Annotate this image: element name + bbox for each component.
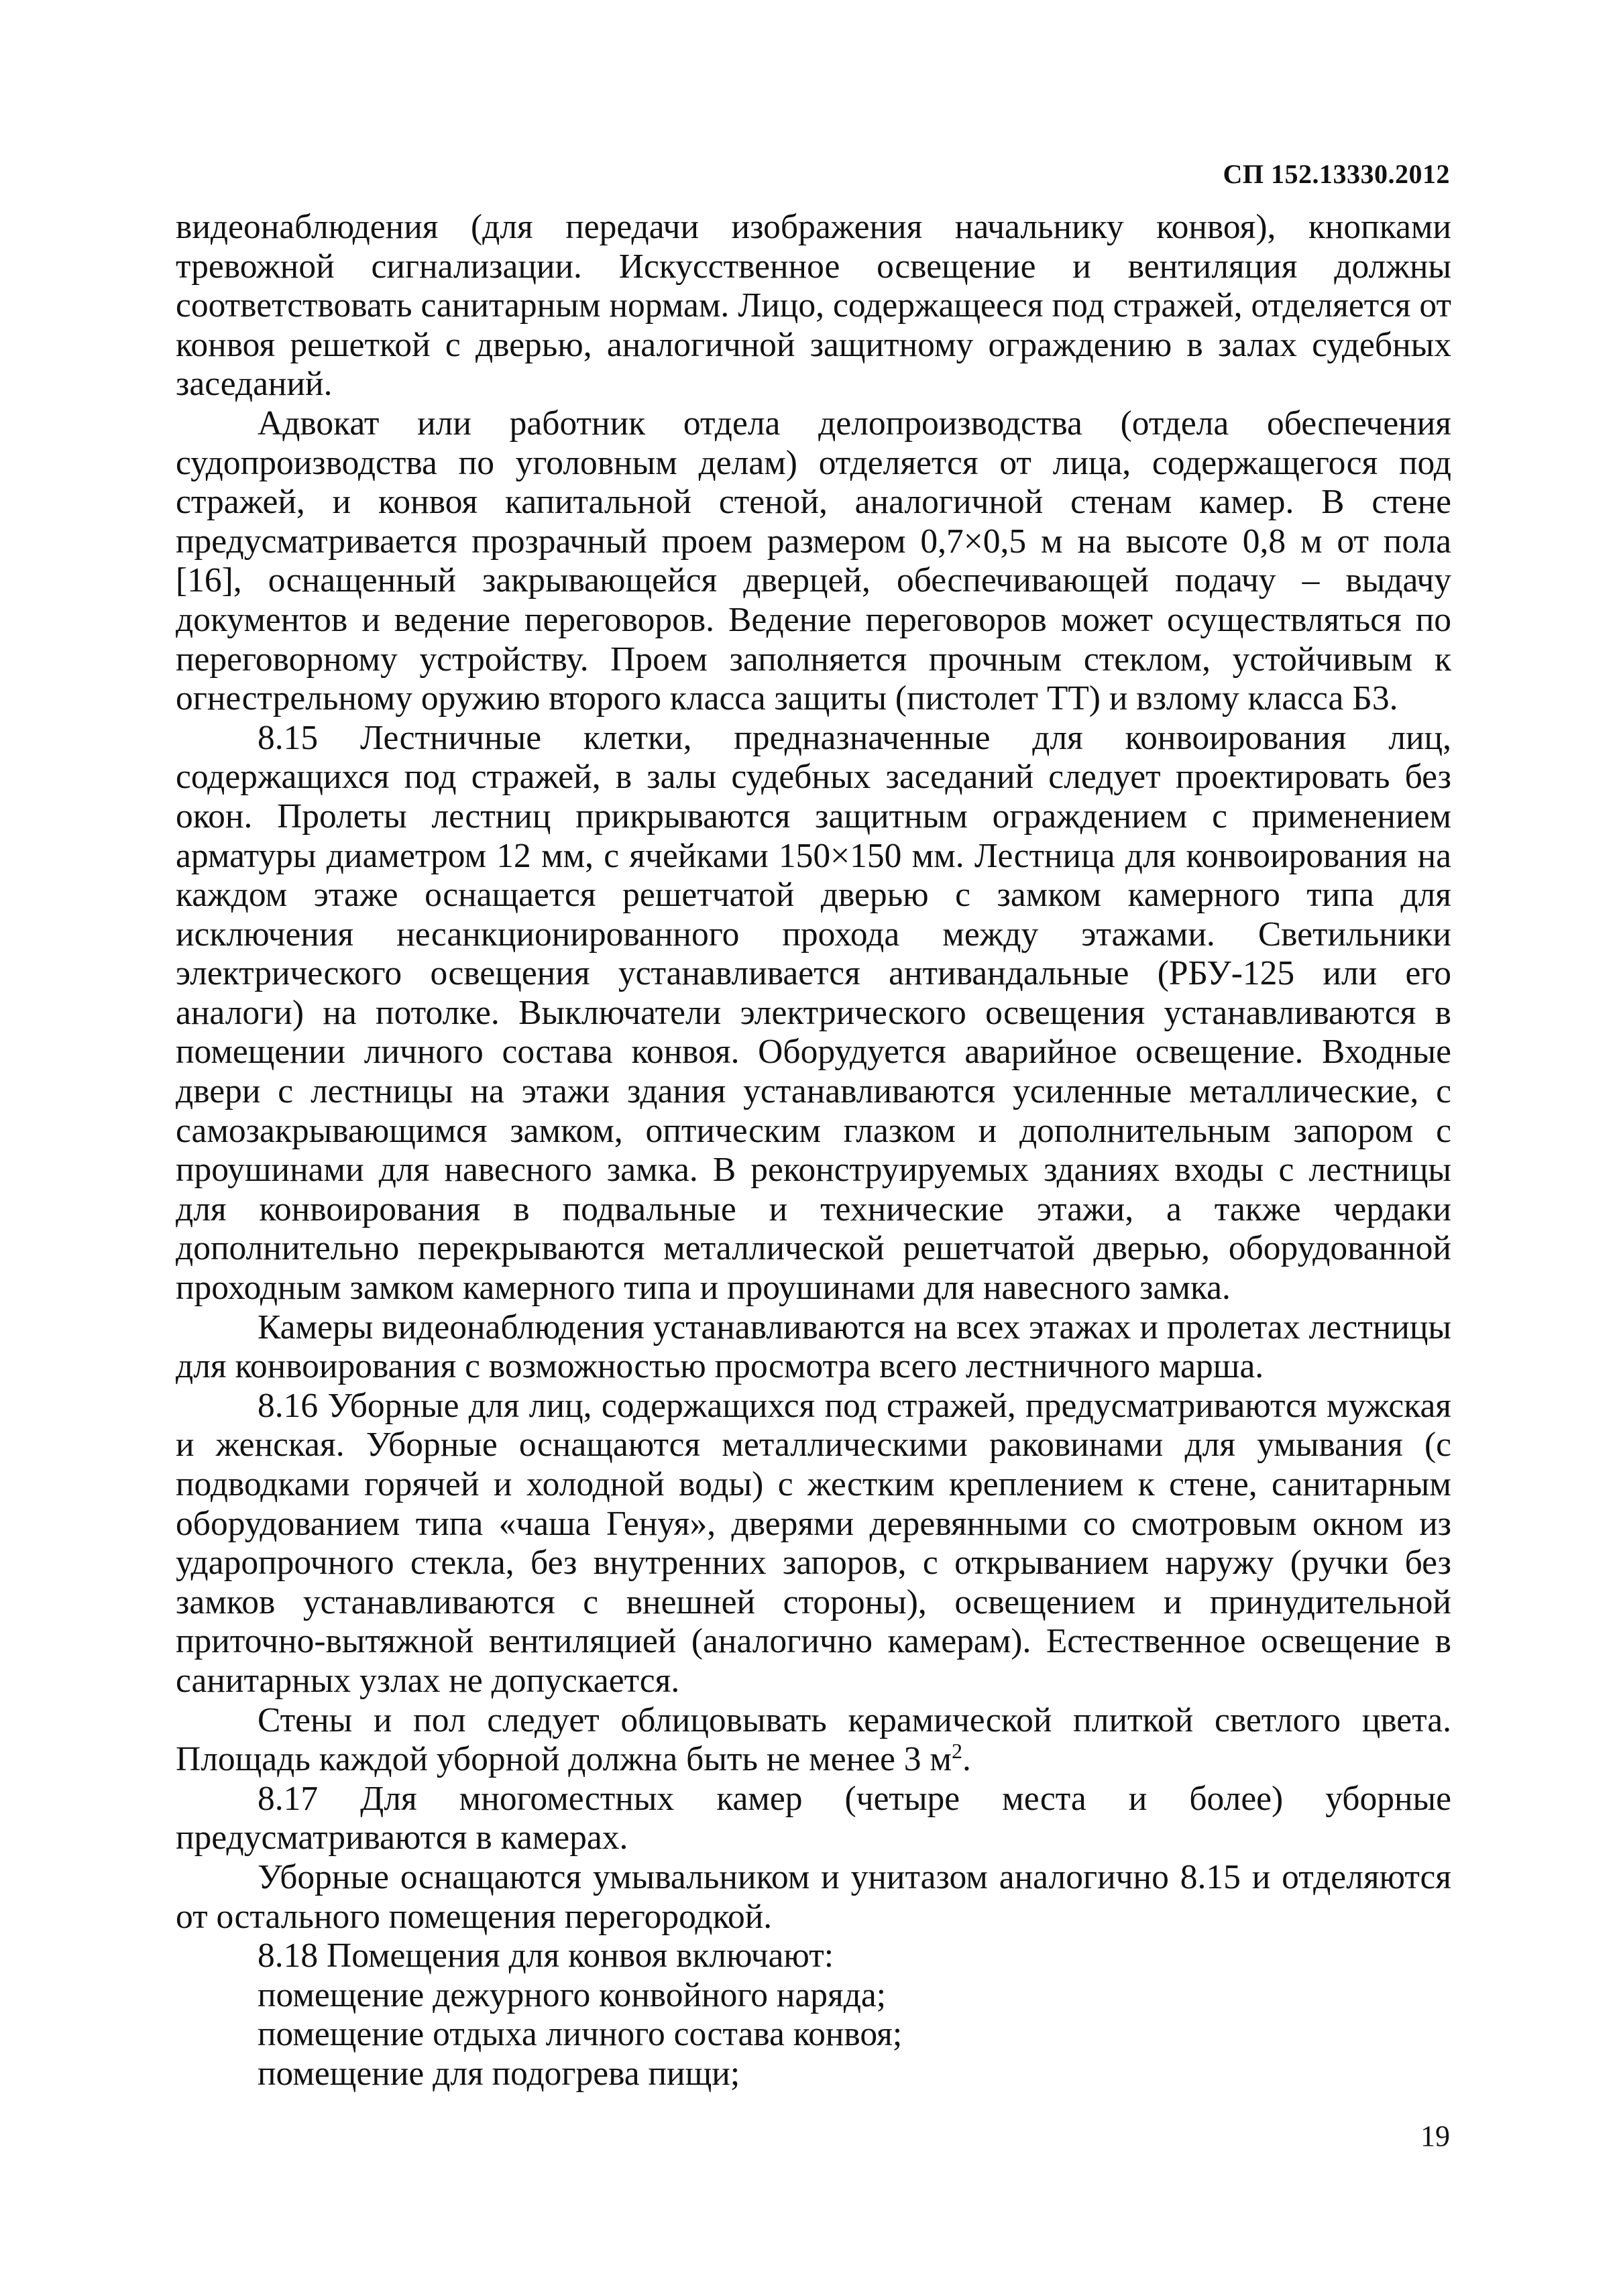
walls-floor-end: . bbox=[962, 1740, 971, 1779]
list-item: помещение для подогрева пищи; bbox=[258, 2054, 740, 2093]
page-number: 19 bbox=[1420, 2120, 1450, 2152]
paragraph-8-16: 8.16 Уборные для лиц, содержащихся под стражей, предусматриваются мужская и женская. Уборные оснащаются металлическими раковинами для умывания (с подводками горячей и холодной воды) с жестким креплением к стене, санитарным оборудованием типа «чаша Генуя», дверями деревянными со смотровым окном из ударопрочного стекла, без внутренних запоров, с открыванием наружу (ручки без замков устанавливаются с внешней стороны), освещением и принудительной приточно-вытяжной вентиляцией (аналогично камерам). Естественное освещение в санитарных узлах не допускается. bbox=[176, 1386, 1451, 1700]
paragraph-lawyer-separation: Адвокат или работник отдела делопроизводства (отдела обеспечения судопроизводства по уголовным делам) отделяется от лица, содержащегося под стражей, и конвоя капитальной стеной, аналогичной стенам камер. В стене предусматривается прозрачный проем размером 0,7×0,5 м на высоте 0,8 м от пола [16], оснащенный закрывающейся дверцей, обеспечивающей подачу – выдачу документов и ведение переговоров. Ведение переговоров может осуществляться по переговорному устройству. Проем заполняется прочным стеклом, устойчивым к огнестрельному оружию второго класса защиты (пистолет ТТ) и взлому класса Б3. bbox=[176, 404, 1451, 718]
paragraph-8-15: 8.15 Лестничные клетки, предназначенные для конвоирования лиц, содержащихся под стражей, в залы судебных заседаний следует проектировать без окон. Пролеты лестниц прикрываются защитным ограждением с применением арматуры диаметром 12 мм, с ячейками 150×150 мм. Лестница для конвоирования на каждом этаже оснащается решетчатой дверью с замком камерного типа для исключения несанкционированного прохода между этажами. Светильники электрического освещения устанавливается антивандальные (РБУ-125 или его аналоги) на потолке. Выключатели электрического освещения устанавливаются в помещении личного состава конвоя. Оборудуется аварийное освещение. Входные двери с лестницы на этажи здания устанавливаются усиленные металлические, с самозакрывающимся замком, оптическим глазком и дополнительным запором с проушинами для навесного замка. В реконструируемых зданиях входы с лестницы для конвоирования в подвальные и технические этажи, а также чердаки дополнительно перекрываются металлической решетчатой дверью, оборудованной проходным замком камерного типа и проушинами для навесного замка. bbox=[176, 718, 1451, 1308]
paragraph-toilets-equipment: Уборные оснащаются умывальником и унитазом аналогично 8.15 и отделяются от остального помещения перегородкой. bbox=[176, 1857, 1451, 1936]
document-code: СП 152.13330.2012 bbox=[1223, 159, 1450, 189]
list-item: помещение отдыха личного состава конвоя; bbox=[258, 2015, 903, 2054]
paragraph-continuation: видеонаблюдения (для передачи изображения начальнику конвоя), кнопками тревожной сигнализации. Искусственное освещение и вентиляция должны соответствовать санитарным нормам. Лицо, содержащееся под стражей, отделяется от конвоя решеткой с дверью, аналогичной защитному ограждению в залах судебных заседаний. bbox=[176, 208, 1451, 404]
list-item: помещение дежурного конвойного наряда; bbox=[258, 1975, 887, 2014]
paragraph-8-17: 8.17 Для многоместных камер (четыре места и более) уборные предусматриваются в камерах. bbox=[176, 1779, 1451, 1857]
paragraph-walls-floor bbox=[176, 1701, 1451, 1780]
walls-floor-text: Стены и пол следует облицовывать керамической плиткой светлого цвета. Площадь каждой уборной должна быть не менее 3 м bbox=[176, 1701, 1451, 1779]
document-body bbox=[176, 208, 1451, 2094]
superscript-2: 2 bbox=[951, 1739, 962, 1763]
paragraph-video-cameras: Камеры видеонаблюдения устанавливаются на всех этажах и пролетах лестницы для конвоирования с возможностью просмотра всего лестничного марша. bbox=[176, 1308, 1451, 1386]
paragraph-8-18: 8.18 Помещения для конвоя включают: bbox=[258, 1937, 834, 1975]
